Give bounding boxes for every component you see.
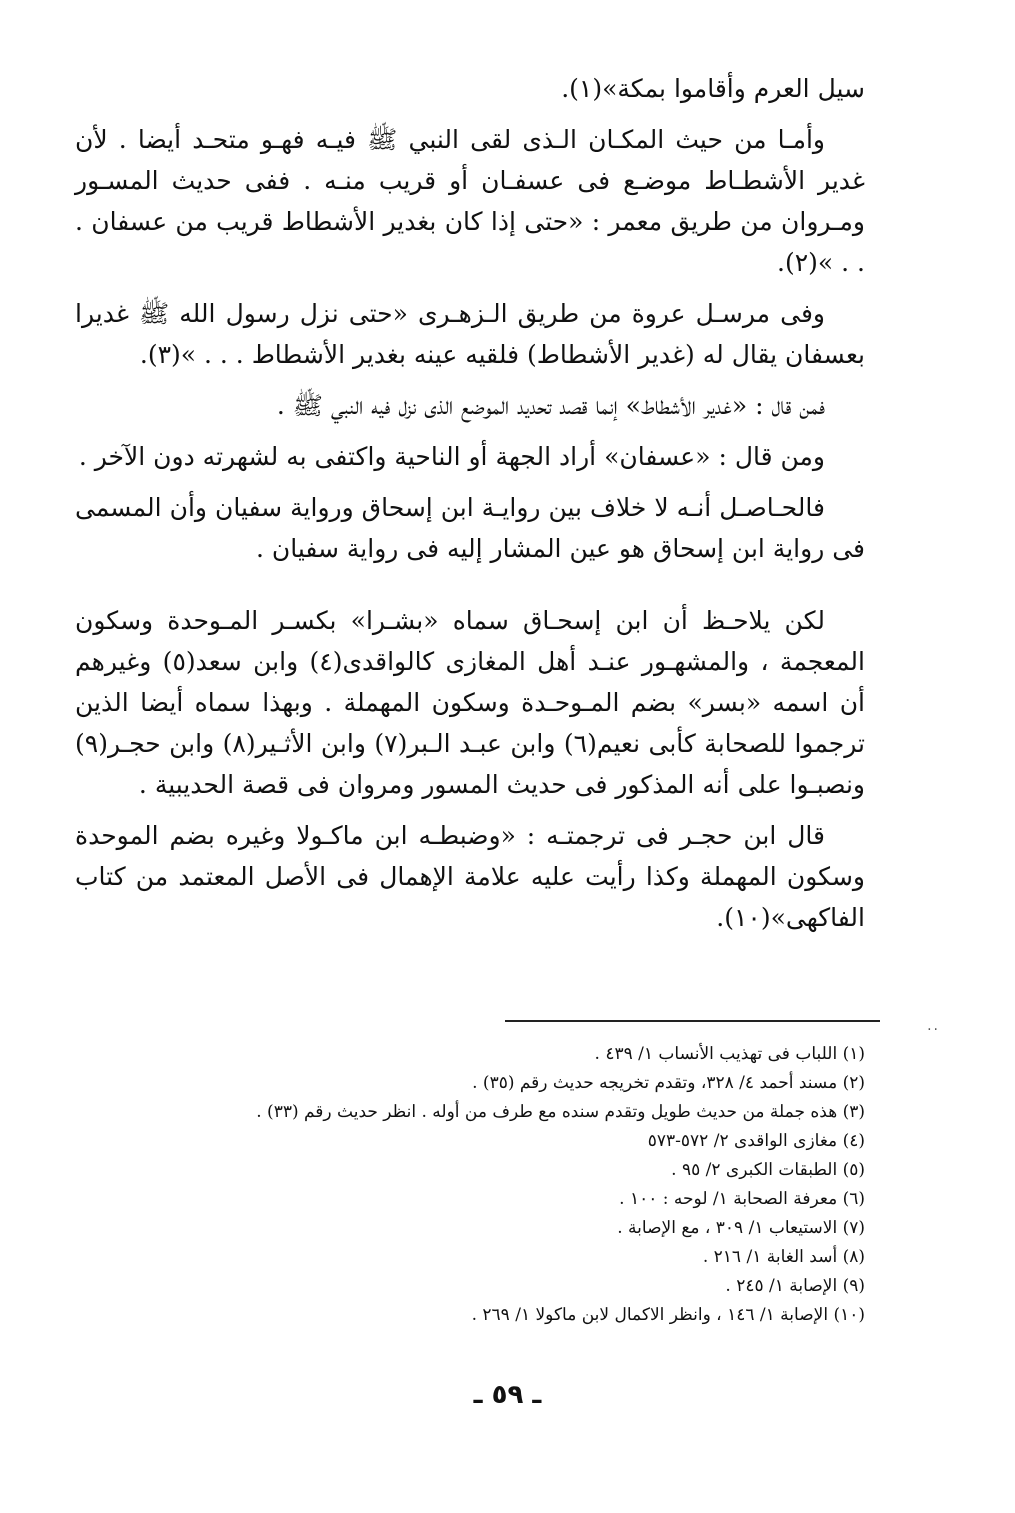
footnote: (٨) أسد الغابة ١/ ٢١٦ . [702, 1247, 865, 1267]
paragraph: سيل العرم وأقاموا بمكة»(١). [561, 74, 865, 103]
page-number: ـ ٥٩ ـ [473, 1380, 542, 1410]
footnote: (٩) الإصابة ١/ ٢٤٥ . [725, 1276, 865, 1296]
footnote-separator [505, 1020, 880, 1022]
footnote: (٦) معرفة الصحابة ١/ لوحه : ١٠٠ . [619, 1189, 865, 1209]
main-text-section-2 [75, 600, 865, 948]
footnote: (١) اللباب فى تهذيب الأنساب ١/ ٤٣٩ . [594, 1044, 865, 1064]
footnote: (٤) مغازى الواقدى ٢/ ٥٧٢-٥٧٣ [647, 1131, 865, 1151]
footnote: (٣) هذه جملة من حديث طويل وتقدم سنده مع طرف من أوله . انظر حديث رقم (٣٣) . [256, 1102, 865, 1122]
footnote: (٧) الاستيعاب ١/ ٣٠٩ ، مع الإصابة . [617, 1218, 865, 1238]
paragraph: فمن قال : «غدير الأشطاط» إنما قصد تحديد الموضع الذى نزل فيه النبي ﷺ . [276, 391, 825, 420]
main-text-section-1 [75, 68, 865, 579]
footnote: (٥) الطبقات الكبرى ٢/ ٩٥ . [671, 1160, 865, 1180]
footnote: (١٠) الإصابة ١/ ١٤٦ ، وانظر الاكمال لابن ماكولا ١/ ٢٦٩ . [471, 1305, 865, 1325]
paragraph: وأمـا من حيث المكـان الـذى لقى النبي ﷺ فيـه فهـو متحـد أيضا . لأن غدير الأشطـاط موضـع فى عسفـان أو قريب منـه . ففى حديث المسـور ومـروان من طريق معمر : «حتى إذا كان بغدير الأشطاط قريب من عسفان . . . »(٢). [75, 125, 865, 277]
paragraph: فالحـاصـل أنـه لا خلاف بين روايـة ابن إسحاق ورواية سفيان وأن المسمى فى رواية ابن إسحاق هو عين المشار إليه فى رواية سفيان . [75, 493, 865, 563]
paragraph: لكن يلاحـظ أن ابن إسحـاق سماه «بشـرا» بكسـر المـوحدة وسكون المعجمة ، والمشهـور عنـد أهل المغازى كالواقدى(٤) وابن سعد(٥) وغيرهم أن اسمه «بسر» بضم المـوحـدة وسكون المهملة . وبهذا سماه أيضا الذين ترجموا للصحابة كأبى نعيم(٦) وابن عبـد الـبر(٧) وابن الأثـير(٨) وابن حجـر(٩) ونصبـوا على أنه المذكور فى حديث المسور ومروان فى قصة الحديبية . [75, 606, 865, 799]
paragraph: وفى مرسـل عروة من طريق الـزهـرى «حتى نزل رسول الله ﷺ غديرا بعسفان يقال له (غدير الأشطاط) فلقيه عينه بغدير الأشطاط . . . »(٣). [75, 299, 865, 369]
paragraph: ومن قال : «عسفان» أراد الجهة أو الناحية واكتفى به لشهرته دون الآخر . [78, 442, 825, 471]
footnotes-list [165, 1040, 865, 1330]
paragraph: قال ابن حجـر فى ترجمتـه : «وضبطـه ابن ماكـولا وغيره بضم الموحدة وسكون المهملة وكذا رأيت عليه علامة الإهمال فى الأصل المعتمد من كتاب الفاكهى»(١٠). [75, 821, 865, 932]
footnote: (٢) مسند أحمد ٤/ ٣٢٨، وتقدم تخريجه حديث رقم (٣٥) . [472, 1073, 865, 1093]
margin-mark: .. [927, 1018, 940, 1034]
